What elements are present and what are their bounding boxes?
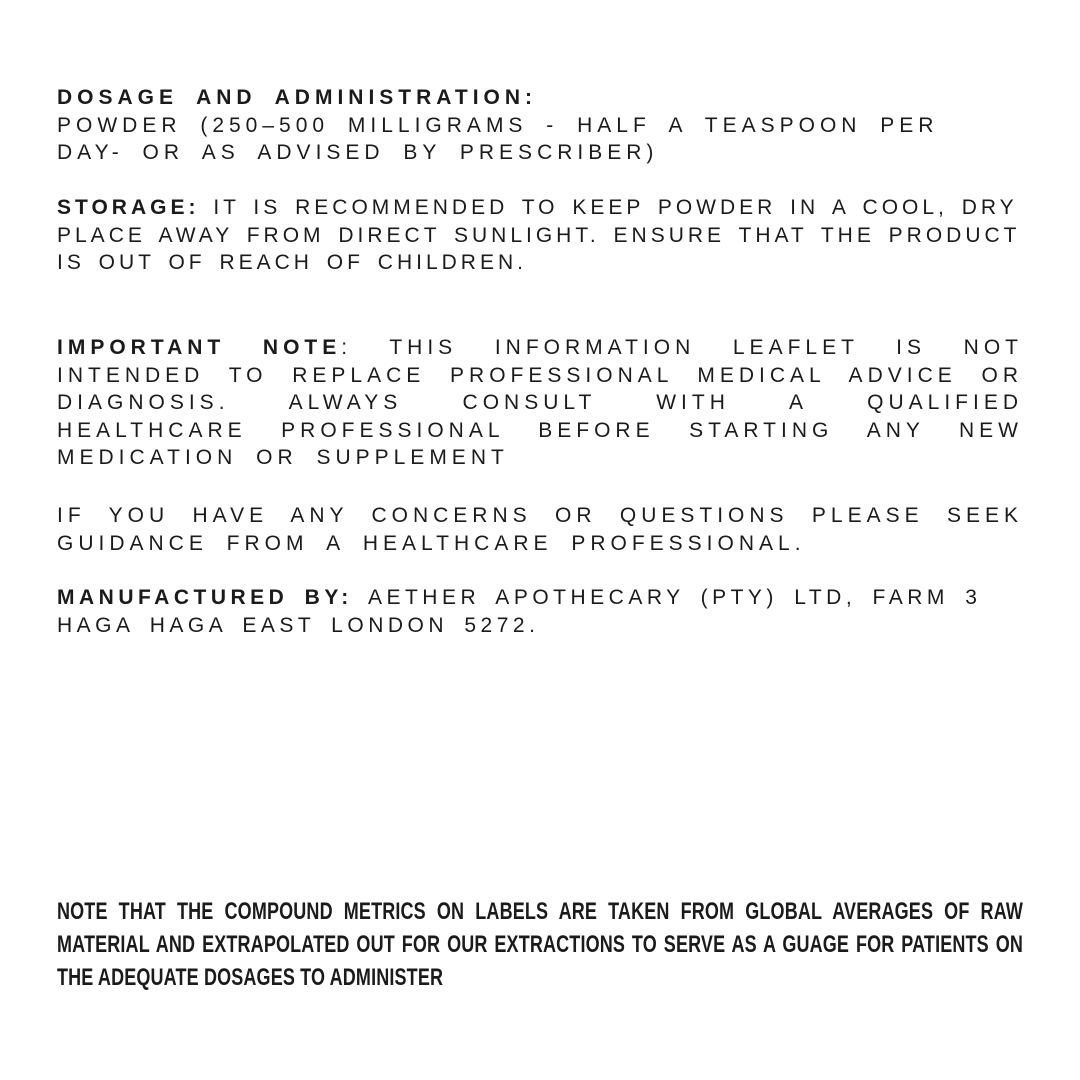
manufactured-heading: MANUFACTURED BY: bbox=[57, 586, 353, 609]
manufactured-body: AETHER APOTHECARY (PTY) LTD, FARM 3 HAGA HAGA EAST LONDON 5272. bbox=[57, 586, 982, 637]
storage-section bbox=[57, 194, 1023, 277]
footnote-body: NOTE THAT THE COMPOUND METRICS ON LABELS ARE TAKEN FROM GLOBAL AVERAGES OF RAW MATERIAL AND EXTRAPOLATED OUT FOR OUR EXTRACTIONS TO SERVE AS A GUAGE FOR PATIENTS ON THE ADEQUATE DOSAGES TO ADMINISTER bbox=[57, 898, 1023, 991]
manufactured-section bbox=[57, 584, 1023, 639]
storage-heading: STORAGE: bbox=[57, 196, 200, 219]
concerns-body: IF YOU HAVE ANY CONCERNS OR QUESTIONS PLEASE SEEK GUIDANCE FROM A HEALTHCARE PROFESSIONAL. bbox=[57, 504, 1023, 555]
footnote-section bbox=[57, 895, 1023, 1015]
important-note-heading: IMPORTANT NOTE bbox=[57, 336, 342, 359]
concerns-section bbox=[57, 502, 1023, 557]
dosage-section bbox=[57, 84, 1023, 167]
important-note-colon: : bbox=[341, 336, 353, 359]
dosage-body: POWDER (250–500 MILLIGRAMS - HALF A TEASPOON PER DAY- OR AS ADVISED BY PRESCRIBER) bbox=[57, 113, 939, 164]
important-note-section bbox=[57, 334, 1023, 472]
important-note-body: THIS INFORMATION LEAFLET IS NOT INTENDED TO REPLACE PROFESSIONAL MEDICAL ADVICE OR DIAGNOSIS. ALWAYS CONSULT WITH A QUALIFIED HEALTHCARE PROFESSIONAL BEFORE STARTING ANY NEW MEDICATION OR SUPPLEMENT bbox=[57, 336, 1023, 469]
storage-body: IT IS RECOMMENDED TO KEEP POWDER IN A COOL, DRY PLACE AWAY FROM DIRECT SUNLIGHT. ENSURE THAT THE PRODUCT IS OUT OF REACH OF CHILDREN. bbox=[57, 196, 1021, 274]
dosage-heading: DOSAGE AND ADMINISTRATION: bbox=[57, 86, 538, 109]
